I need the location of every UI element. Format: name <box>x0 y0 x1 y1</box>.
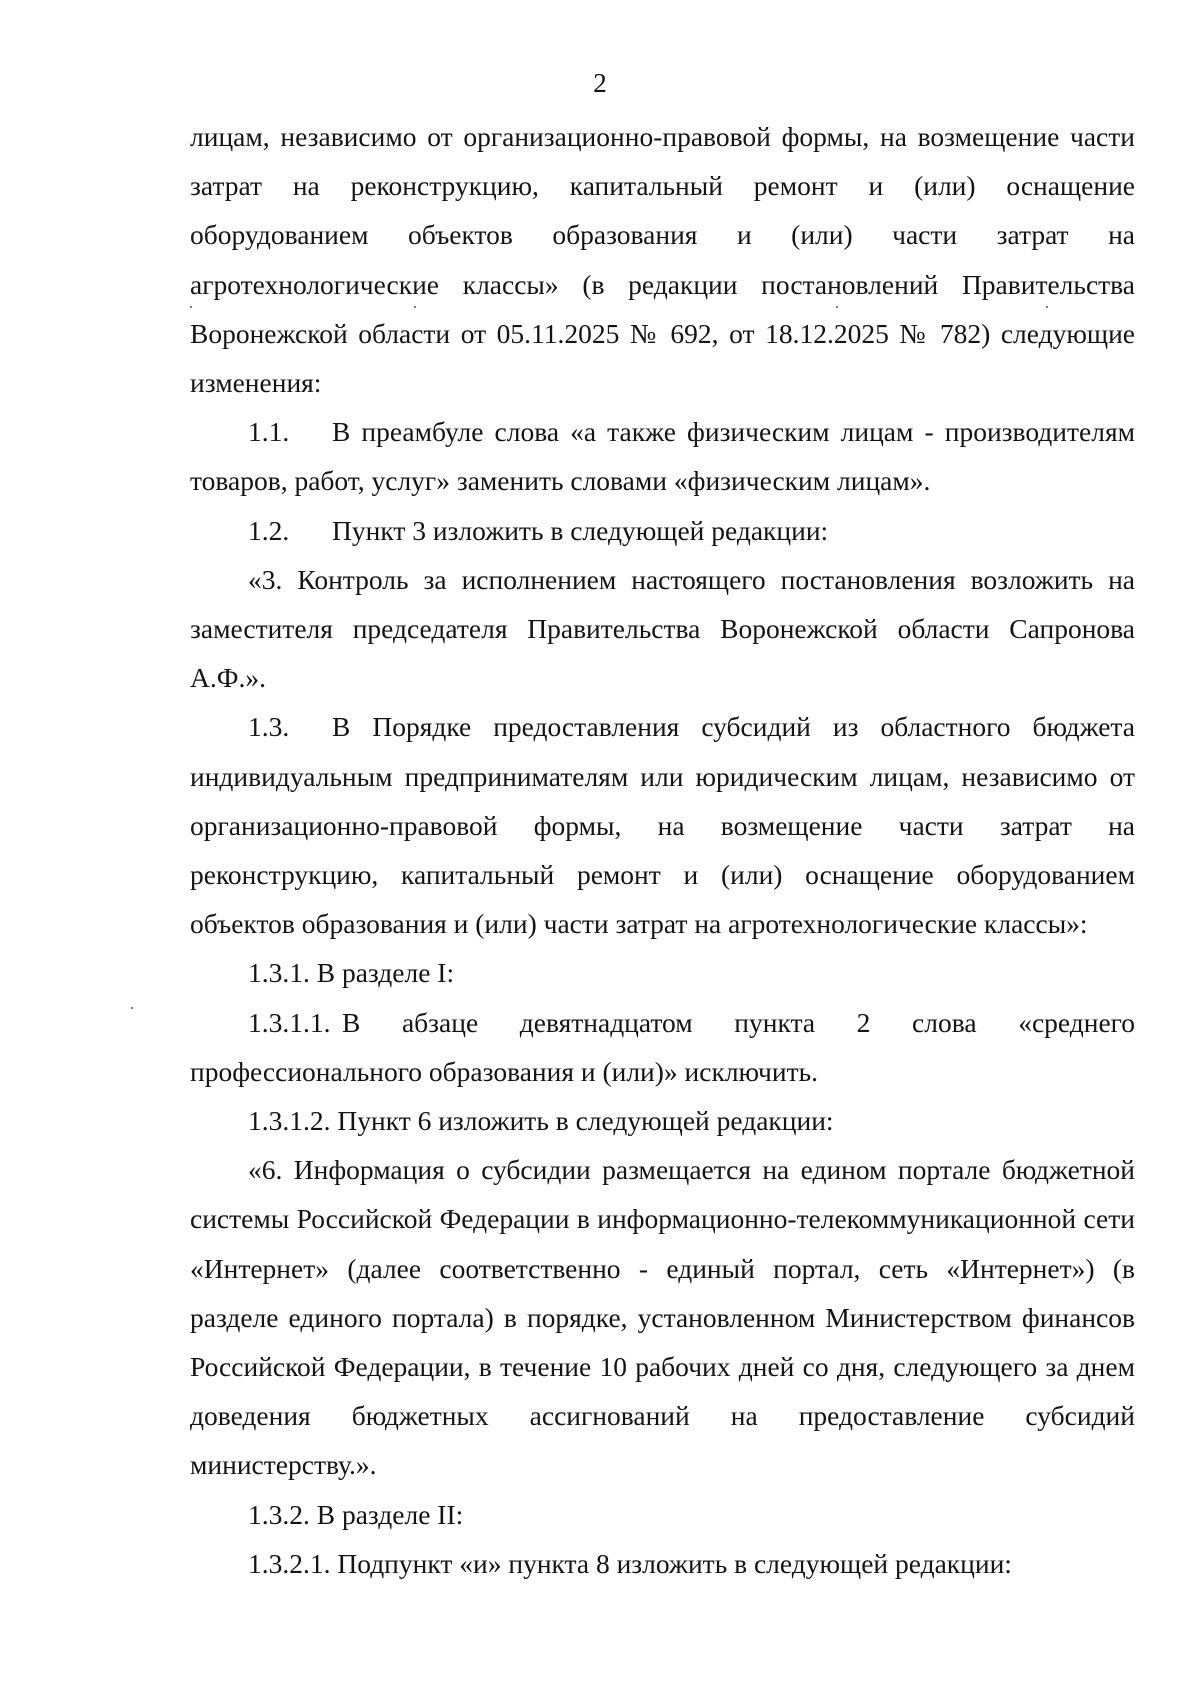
scan-speck <box>190 306 192 308</box>
paragraph-1-3-1-1 <box>190 998 1135 1096</box>
paragraph-quoted-item-6: «6. Информация о субсидии размещается на едином портале бюджетной системы Российской Федерации в информационно-телекоммуникационной сети «Интернет» (далее соответственно - единый портал, сеть «Интернет») (в разделе единого портала) в порядке, установленном Министерством финансов Российской Федерации, в течение 10 рабочих дней со дня, следующего за днем доведения бюджетных ассигнований на предоставление субсидий министерству.». <box>190 1154 1135 1481</box>
item-number: 1.3.1.1. <box>248 1006 331 1038</box>
scan-speck <box>414 306 416 308</box>
paragraph-1-3-2: 1.3.2. В разделе II: <box>248 1498 464 1530</box>
item-number: 1.3. <box>248 711 290 743</box>
paragraph-1-3-1-2: 1.3.1.2. Пункт 6 изложить в следующей редакции: <box>248 1105 834 1137</box>
document-body <box>190 112 1135 1588</box>
item-number: 1.1. <box>248 416 290 448</box>
scan-speck <box>1046 306 1048 308</box>
scan-speck <box>131 1007 133 1009</box>
paragraph-quoted-item-3: «3. Контроль за исполнением настоящего постановления возложить на заместителя председателя Правительства Воронежской области Сапронова А.Ф.». <box>190 563 1135 694</box>
paragraph-text: Пункт 3 изложить в следующей редакции: <box>332 514 829 546</box>
paragraph-1-1 <box>190 407 1135 505</box>
paragraph-1-3-1: 1.3.1. В разделе I: <box>248 957 455 989</box>
paragraph-text: В абзаце девятнадцатом пункта 2 слова «среднего профессионального образования и (или)» исключить. <box>190 1006 1135 1087</box>
paragraph-text: В преамбуле слова «а также физическим лицам - производителям товаров, работ, услуг» заменить словами «физическим лицам». <box>190 416 1135 497</box>
page-number: 2 <box>593 68 607 98</box>
paragraph-1-3-2-1: 1.3.2.1. Подпункт «и» пункта 8 изложить в следующей редакции: <box>248 1547 1012 1579</box>
paragraph-1-2 <box>190 506 1135 555</box>
paragraph-1-3 <box>190 702 1135 948</box>
item-number: 1.2. <box>248 514 290 546</box>
paragraph-continuation: лицам, независимо от организационно-правовой формы, на возмещение части затрат на реконструкцию, капитальный ремонт и (или) оснащение оборудованием объектов образования и (или) части затрат на агротехнологические классы» (в редакции постановлений Правительства Воронежской области от 05.11.2025 № 692, от 18.12.2025 № 782) следующие изменения: <box>190 121 1135 399</box>
paragraph-text: В Порядке предоставления субсидий из областного бюджета индивидуальным предпринимателям или юридическим лицам, независимо от организационно-правовой формы, на возмещение части затрат на реконструкцию, капитальный ремонт и (или) оснащение оборудованием объектов образования и (или) части затрат на агротехнологические классы»: <box>190 711 1135 940</box>
scan-speck <box>836 306 838 308</box>
